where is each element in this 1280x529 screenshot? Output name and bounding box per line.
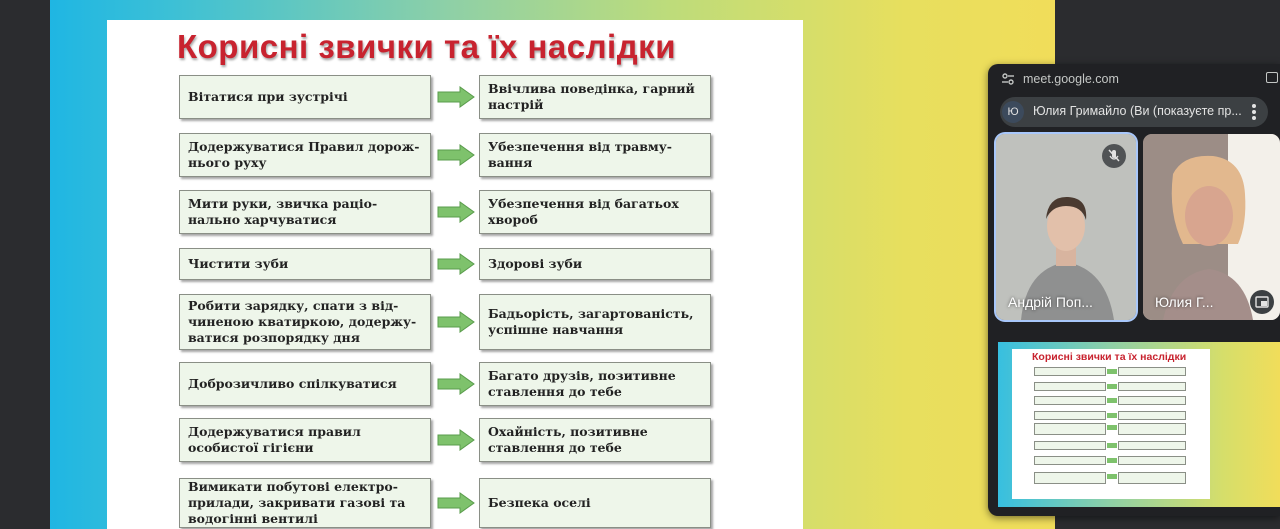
arrow-right-icon [436,144,476,166]
thumbnail-title: Корисні звички та їх наслідки [1032,351,1187,363]
participant-name: Юлия Г... [1155,294,1214,310]
thumbnail-row [1012,423,1210,435]
habit-box: Додержуватися Правил дорож- нього руху [179,133,431,177]
result-box: Здорові зуби [479,248,711,280]
window-icon[interactable] [1266,72,1278,83]
thumbnail-row [1012,367,1210,376]
slide-title: Корисні звички та їх наслідки [177,28,676,65]
slide-thumbnail [1012,349,1210,499]
result-box: Убезпечення від травму- вання [479,133,711,177]
thumbnail-row [1012,472,1210,484]
thumbnail-row [1012,411,1210,420]
avatar: Ю [1002,101,1024,123]
result-box: Багато друзів, позитивне ставлення до тебе [479,362,711,406]
result-box: Убезпечення від багатьох хвороб [479,190,711,234]
picture-in-picture-icon[interactable] [1250,290,1274,314]
thumbnail-row [1012,396,1210,405]
arrow-right-icon [436,201,476,223]
site-settings-icon[interactable] [1001,72,1015,86]
arrow-right-icon [436,86,476,108]
arrow-right-icon [436,429,476,451]
arrow-right-icon [436,373,476,395]
result-box: Безпека оселі [479,478,711,528]
habit-box: Чистити зуби [179,248,431,280]
arrow-right-icon [436,311,476,333]
thumbnail-row [1012,441,1210,450]
presentation-slide [107,20,803,529]
habit-box: Вітатися при зустрічі [179,75,431,119]
habit-box: Робити зарядку, спати з від- чиненою кватиркою, додержу- ватися розпорядку дня [179,294,431,350]
url-bar [988,64,1280,94]
participant-name: Андрій Поп... [1008,294,1093,310]
meet-popup-window [988,64,1280,516]
result-box: Бадьорість, загартованість, успішне навчання [479,294,711,350]
habit-box: Вимикати побутові електро- прилади, закривати газові та водогінні вентилі [179,478,431,528]
presenting-status: Юлия Гримайло (Ви (показуєте пр... [1033,104,1242,118]
more-options-icon[interactable] [1250,102,1258,122]
url-text: meet.google.com [1023,72,1119,86]
dark-backdrop [1055,0,1280,70]
thumbnail-row [1012,456,1210,465]
arrow-right-icon [436,253,476,275]
habit-box: Додержуватися правил особистої гігієни [179,418,431,462]
participant-tile[interactable] [1143,134,1280,320]
participant-tile[interactable] [996,134,1136,320]
result-box: Ввічлива поведінка, гарний настрій [479,75,711,119]
mic-off-icon [1102,144,1126,168]
arrow-right-icon [436,492,476,514]
result-box: Охайність, позитивне ставлення до тебе [479,418,711,462]
habit-box: Мити руки, звичка раціо- нально харчуватися [179,190,431,234]
thumbnail-row [1012,382,1210,391]
habit-box: Доброзичливо спілкуватися [179,362,431,406]
